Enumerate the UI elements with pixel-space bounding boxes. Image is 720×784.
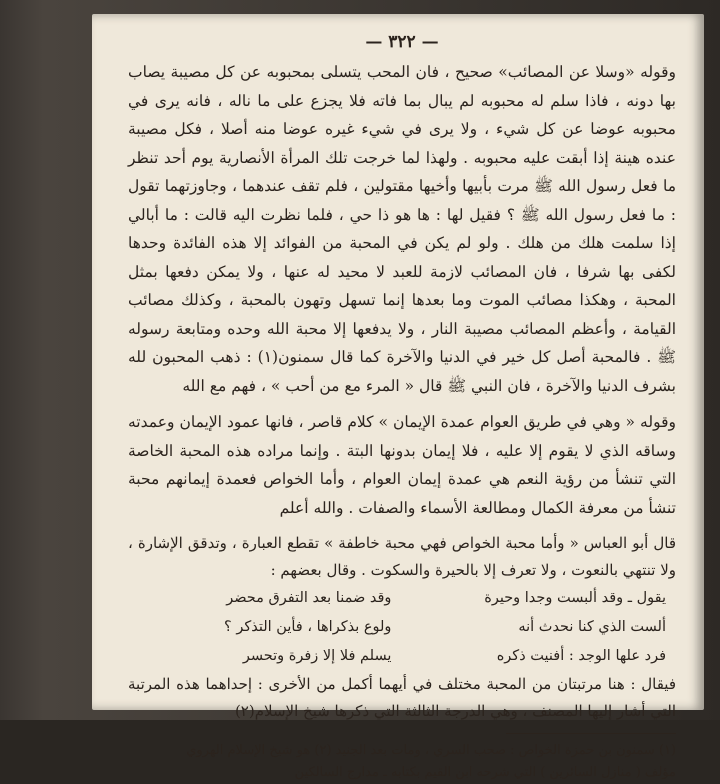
paragraph-3: قال أبو العباس « وأما محبة الخواص فهي محبة خاطفة » تقطع العبارة ، وتدقق الإشارة ، ولا تنتهي بالنعوت ، ولا تعرف إلا بالحيرة والسكوت . وقال بعضهم : <box>128 534 676 579</box>
book-page <box>92 14 704 780</box>
page-number: — ٣٢٢ — <box>365 32 439 52</box>
paragraph-gap <box>128 522 676 530</box>
page-content <box>128 32 676 784</box>
footnote-line-2: مؤلف ( منازل السائرين ) التي شرحه ابن القيم بكتابه ـ مدارج السالكين <box>294 765 676 780</box>
poem-line-3 <box>128 642 676 671</box>
footnote-divider <box>506 733 676 734</box>
poem-hemistich-first: فرد علها الوجد : أفنيت ذكره <box>496 648 666 664</box>
poem-hemistich-second: يسلم فلا إلا زفرة وتحسر <box>242 648 392 664</box>
poem-hemistich-second: وقد ضمنا بعد التفرق محضر <box>226 590 392 606</box>
poem-hemistich-first: ألست الذي كنا نحدث أنه <box>518 619 666 635</box>
paragraph-2: وقوله « وهي في طريق العوام عمدة الإيمان » كلام قاصر ، فانها عمود الإيمان وعمدته وساقه الذي لا يقوم إلا عليه ، فلا إيمان بدونها البتة . وإنما مراده هذه المحبة الخاصة التي تنشأ من رؤية النعم هي عمدة إيمان العوام ، وأما الخواص فعمدة إيمانهم محبة تنشأ من معرفة الكمال ومطالعة الأسماء والصفات . والله أعلم <box>128 413 676 517</box>
closing-paragraph: فيقال : هنا مرتبتان من المحبة مختلف في أيهما أكمل من الأخرى : إحداهما هذه المرتبة التي أشار إليها المصنف ، وهي الدرجة الثالثة التي ذكرها شيخ الإسلام(٢) <box>128 675 676 720</box>
footnote-line-1: (١) سمنون بن حمزة الخواص : صحب السري ، ومات بعد الجنيد (٢) هو شيخ الإسلام الهروي <box>186 743 676 758</box>
paragraph-gap <box>128 400 676 408</box>
poem-line-2 <box>128 613 676 642</box>
poem-hemistich-second: ولوع بذكراها ، فأين التذكر ؟ <box>224 619 392 635</box>
poem-hemistich-first: يقول ـ وقد ألبست وجدا وحيرة <box>484 590 666 606</box>
poem <box>128 584 676 671</box>
footnotes <box>128 740 676 784</box>
poem-line-1 <box>128 584 676 613</box>
paragraph-1: وقوله «وسلا عن المصائب» صحيح ، فان المحب يتسلى بمحبوبه عن كل مصيبة يصاب بها دونه ، فاذا سلم له محبوبه لم يبال بما فاته فلا يجزع على ما ناله ، فانه يرى في محبوبه عوضا عن كل شيء ، ولا يرى في شيء غيره عوضا منه أصلا ، فكل مصيبة عنده هينة إذا أبقت عليه محبوبه . ولهذا لما خرجت تلك المرأة الأنصارية يوم أحد تنظر ما فعل رسول الله ﷺ مرت بأبيها وأخيها مقتولين ، فلم تقف عندهما ، وجاوزتهما تقول : ما فعل رسول الله ﷺ ؟ فقيل لها : ها هو ذا حي ، فلما نظرت اليه قالت : ما أبالي إذا سلمت هلك من هلك . ولو لم يكن في المحبة من الفوائد إلا هذه الفائدة وحدها لكفى بها شرفا ، فان المصائب لازمة للعبد لا محيد له عنها ، ولا يمكن دفعها بمثل المحبة ، وهكذا مصائب الموت وما بعدها إنما تسهل وتهون بالمحبة ، وكذلك مصائب القيامة ، وأعظم المصائب مصيبة النار ، ولا يدفعها إلا محبة الله وحده ومتابعة رسوله ﷺ . فالمحبة أصل كل خير في الدنيا والآخرة كما قال سمنون(١) : ذهب المحبون لله بشرف الدنيا والآخرة ، فان النبي ﷺ قال « المرء مع من أحب » ، فهم مع الله <box>128 63 676 395</box>
